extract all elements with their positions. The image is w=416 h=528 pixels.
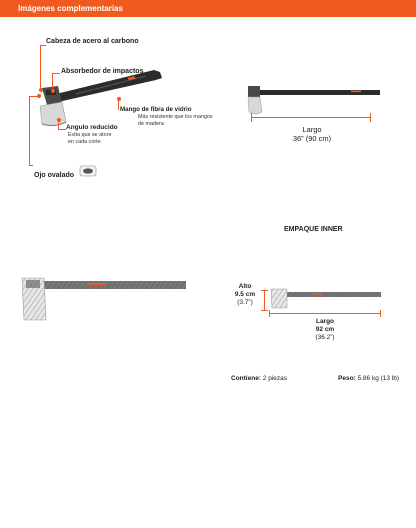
callout-angle [66,124,118,146]
package-length-dimension [295,318,355,342]
weight-value: 5.86 kg (13 lb) [357,375,400,382]
section-title: Imágenes complementarias [18,4,123,13]
callout-angle-desc: Evita que se atore en cada corte [68,132,112,145]
contents-info [231,375,287,382]
height-dimension-tick-top [261,290,268,291]
length-dimension-tick-right [370,113,371,122]
callout-line-eye [29,96,30,166]
callout-line-absorber-h [52,73,60,74]
package-length-tick-right [380,310,381,317]
callout-dot-angle [57,118,61,122]
axe-eye-detail-icon [79,165,97,177]
length-dimension-tick-left [251,113,252,122]
package-length-imperial: (36.2”) [315,334,335,341]
height-imperial: (3.7”) [237,299,253,306]
callout-handle-title: Mango de fibra de vidrio [120,106,192,113]
height-dimension-line [264,290,265,310]
section-header [0,0,416,17]
length-dimension-line [251,117,370,118]
package-length-tick-left [269,310,270,317]
callout-line-head [40,45,41,90]
length-value: 36” (90 cm) [292,134,332,143]
callout-dot-absorber [51,89,55,93]
contents-label: Contiene: [231,375,261,382]
height-dimension [230,283,260,307]
weight-info [338,375,399,382]
package-box-image [269,288,384,312]
axe-length-image [246,80,384,122]
length-dimension [262,125,362,143]
package-length-label: Largo [315,318,335,325]
callout-eye-label: Ojo ovalado [34,172,75,179]
callout-dot-handle [117,97,121,101]
callout-line-head-h [40,45,46,46]
callout-handle [120,106,215,128]
callout-angle-title: Angulo reducido [66,124,118,131]
contents-value: 2 piezas [262,375,288,382]
packaging-title: EMPAQUE INNER [284,226,343,233]
weight-label: Peso: [338,375,356,382]
callout-absorber-label: Absorbedor de impactos [61,68,144,75]
height-value: 9.5 cm [234,291,256,298]
callout-handle-desc: Más resistente que los mangos de madera [138,114,213,127]
callout-dot-head [39,88,43,92]
callout-line-angle-h [58,129,66,130]
callout-line-eye-h [29,165,33,166]
callout-head-label: Cabeza de acero al carbono [46,38,139,45]
length-label: Largo [302,125,322,134]
height-dimension-tick-bottom [261,310,268,311]
axe-packaged-image [20,272,190,324]
height-label: Alto [238,283,252,290]
callout-dot-eye [37,94,41,98]
package-length-value: 92 cm [315,326,335,333]
package-length-line [269,313,381,314]
